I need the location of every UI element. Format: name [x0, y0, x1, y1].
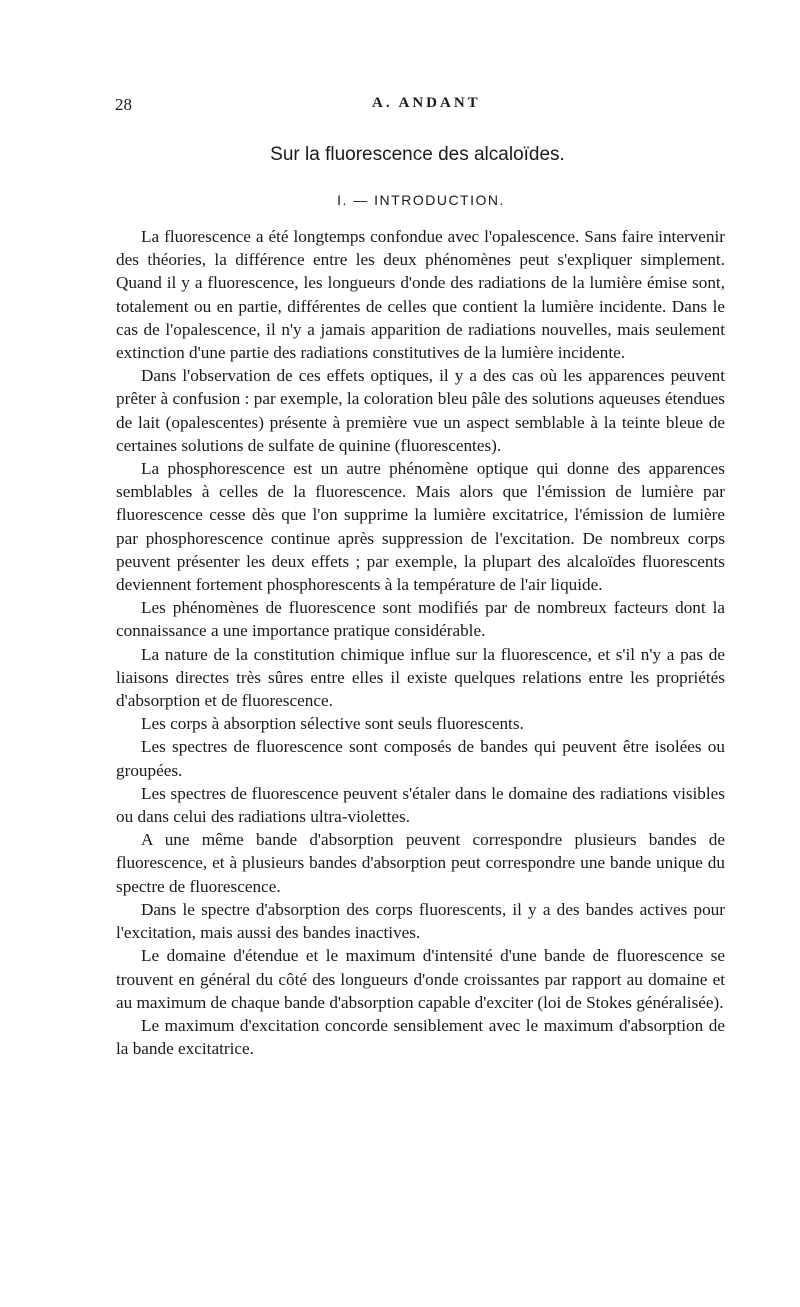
- page-header: [0, 95, 800, 119]
- paragraph: Le domaine d'étendue et le maximum d'intensité d'une bande de fluorescence se trouvent en général du côté des longueurs d'onde croissantes par rapport au domaine et au maximum de chaque bande d'absorption capable d'exciter (loi de Stokes généralisée).: [116, 946, 725, 1012]
- paragraph: La fluorescence a été longtemps confondue avec l'opalescence. Sans faire intervenir des théories, la différence entre les deux phénomènes peut s'expliquer simplement. Quand il y a fluorescence, les longueurs d'onde des radiations de la lumière émise sont, totalement ou en partie, différentes de celles que contient la lumière incidente. Dans le cas de l'opalescence, il n'y a jamais apparition de radiations nouvelles, mais seulement extinction d'une partie des radiations constitutives de la lumière incidente.: [116, 227, 725, 363]
- article-body: [116, 225, 725, 1060]
- paragraph: La phosphorescence est un autre phénomène optique qui donne des apparences semblables à celles de la fluorescence. Mais alors que l'émission de lumière par fluorescence cesse dès que l'on supprime la lumière excitatrice, l'émission de lumière par phosphorescence continue après suppression de l'excitation. De nombreux corps peuvent présenter les deux effets ; par exemple, la plupart des alcaloïdes fluorescents deviennent fortement phosphorescents à la température de l'air liquide.: [116, 459, 725, 595]
- paragraph: A une même bande d'absorption peuvent correspondre plusieurs bandes de fluorescence, et à plusieurs bandes d'absorption peut correspondre une bande unique du spectre de fluorescence.: [116, 830, 725, 896]
- article-title: Sur la fluorescence des alcaloïdes.: [270, 144, 565, 165]
- paragraph: Les spectres de fluorescence sont composés de bandes qui peuvent être isolées ou groupées.: [116, 737, 725, 780]
- paragraph: Dans l'observation de ces effets optiques, il y a des cas où les apparences peuvent prêter à confusion : par exemple, la coloration bleu pâle des solutions aqueuses étendues de lait (opalescentes) présente à première vue un aspect semblable à la teinte bleue de certaines solutions de sulfate de quinine (fluorescentes).: [116, 366, 725, 455]
- paragraph: Le maximum d'excitation concorde sensiblement avec le maximum d'absorption de la bande excitatrice.: [116, 1015, 725, 1059]
- paragraph: Dans le spectre d'absorption des corps fluorescents, il y a des bandes actives pour l'excitation, mais aussi des bandes inactives.: [116, 899, 725, 943]
- paragraph: Les phénomènes de fluorescence sont modifiés par de nombreux facteurs dont la connaissance a une importance pratique considérable.: [116, 598, 725, 641]
- paragraph: Les spectres de fluorescence peuvent s'étaler dans le domaine des radiations visibles ou dans celui des radiations ultra-violettes.: [116, 783, 725, 827]
- paragraph: Les corps à absorption sélective sont seuls fluorescents.: [141, 714, 524, 734]
- section-heading: I. — INTRODUCTION.: [337, 192, 505, 208]
- paragraph: La nature de la constitution chimique influe sur la fluorescence, et s'il n'y a pas de liaisons directes très sûres entre elles il existe quelques relations entre les propriétés d'absorption et de fluorescence.: [116, 644, 725, 711]
- running-head-author: A. ANDANT: [372, 95, 481, 111]
- page-number: 28: [115, 95, 132, 114]
